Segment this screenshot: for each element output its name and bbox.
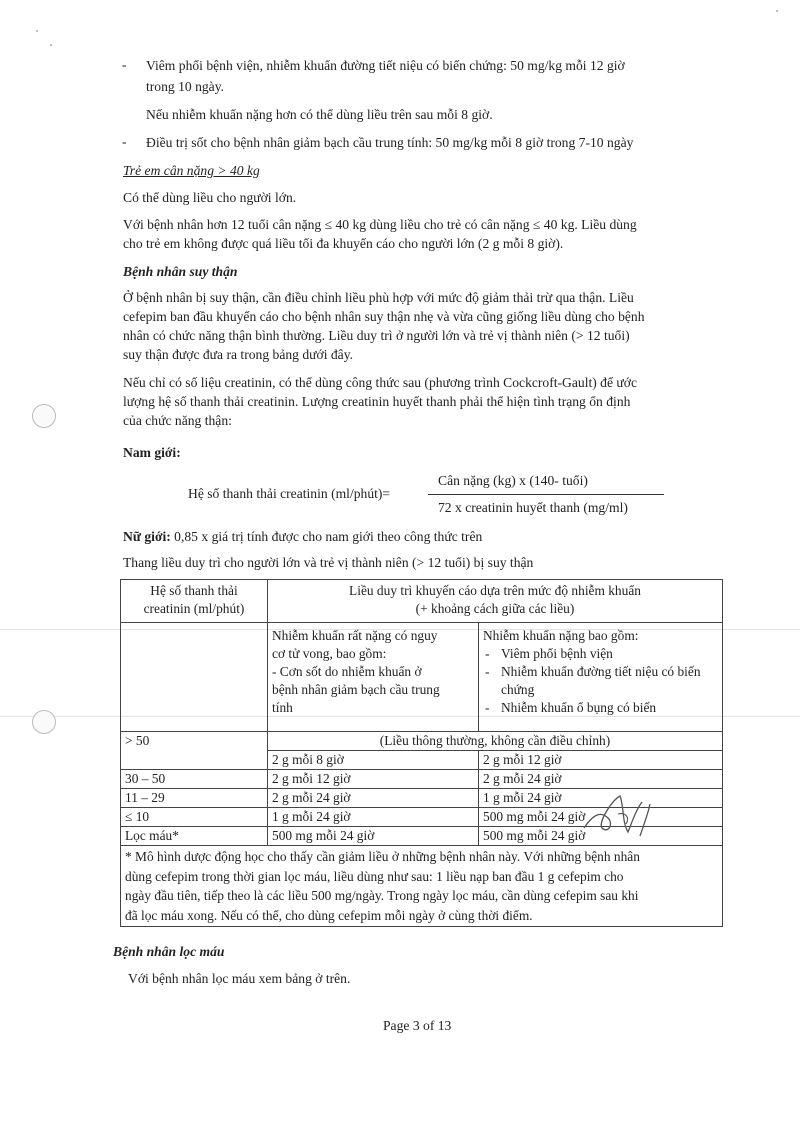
- paragraph: Với bệnh nhân hơn 12 tuổi cân nặng ≤ 40 kg dùng liều cho trẻ có cân nặng ≤ 40 kg. Liều dùng: [123, 217, 637, 232]
- bullet-text: trong 10 ngày.: [146, 79, 225, 94]
- female-text: 0,85 x giá trị tính được cho nam giới theo công thức trên: [170, 529, 483, 544]
- male-label: Nam giới:: [123, 445, 181, 460]
- paragraph: Ở bệnh nhân bị suy thận, cần điều chỉnh liều phù hợp với mức độ giảm thải trừ qua thận. Liều: [123, 290, 634, 305]
- dose-header-line: Liều duy trì khuyến cáo dựa trên mức độ nhiễm khuẩn: [349, 583, 641, 598]
- crcl-header: [121, 580, 268, 623]
- paragraph: cefepim ban đầu khuyến cáo cho bệnh nhân suy thận nhẹ và vừa cũng giống liều dùng cho bệnh: [123, 309, 645, 324]
- footnote-line: đã lọc máu xong. Nếu có thể, cho dùng cefepim mỗi ngày ở cùng thời điểm.: [125, 907, 533, 923]
- scan-speck: [50, 44, 52, 46]
- dose-very-severe: 500 mg mỗi 24 giờ: [268, 827, 479, 846]
- paragraph: lượng hệ số thanh thải creatinin. Lượng creatinin huyết thanh phải thể hiện tình trạng ổn định: [123, 394, 631, 409]
- paragraph: suy thận được đưa ra trong bảng dưới đây.: [123, 347, 354, 362]
- dose-very-severe: 2 g mỗi 24 giờ: [268, 789, 479, 808]
- crcl-cell: ≤ 10: [121, 808, 268, 827]
- sub-line: bệnh nhân giảm bạch cầu trung: [272, 682, 440, 697]
- severe-list-item: - Nhiễm khuẩn đường tiết niệu có biến chứng: [483, 663, 718, 699]
- bullet-dash: -: [122, 134, 127, 149]
- dose-header-line: (+ khoảng cách giữa các liều): [415, 601, 575, 616]
- table-header-row: [121, 580, 723, 623]
- dose-severe: 500 mg mỗi 24 giờ: [479, 808, 723, 827]
- bullet-text: Viêm phổi bệnh viện, nhiễm khuẩn đường tiết niệu có biến chứng: 50 mg/kg mỗi 12 giờ: [146, 58, 625, 73]
- crcl-cell: 30 – 50: [121, 770, 268, 789]
- table-row: [121, 732, 723, 751]
- sub-line: - Cơn sốt do nhiễm khuẩn ở: [272, 664, 422, 679]
- handwritten-signature: [578, 788, 658, 842]
- bullet-dash: -: [122, 57, 127, 72]
- note-text: Nếu nhiễm khuẩn nặng hơn có thể dùng liều trên sau mỗi 8 giờ.: [146, 107, 493, 122]
- severe-list-item: - Nhiễm khuẩn ổ bụng có biến: [483, 699, 718, 717]
- footnote-line: ngày đầu tiên, tiếp theo là các liều 500 mg/ngày. Trong ngày lọc máu, cần dùng cefepim sau khi: [125, 888, 639, 903]
- crcl-cell: 11 – 29: [121, 789, 268, 808]
- footnote-line: * Mô hình dược động học cho thấy cần giảm liều ở những bệnh nhân này. Với những bệnh nhân: [125, 849, 640, 864]
- bullet-text: Điều trị sốt cho bệnh nhân giảm bạch cầu trung tính: 50 mg/kg mỗi 8 giờ trong 7-10 ngày: [146, 135, 634, 150]
- scan-speck: [776, 10, 778, 12]
- section-heading: Bệnh nhân lọc máu: [113, 944, 225, 959]
- page-footer: Page 3 of 13: [383, 1018, 452, 1033]
- table-row: [121, 770, 723, 789]
- dose-very-severe: 1 g mỗi 24 giờ: [268, 808, 479, 827]
- fraction-bar: [428, 494, 664, 495]
- dose-severe: 2 g mỗi 24 giờ: [479, 770, 723, 789]
- section-heading: Bệnh nhân suy thận: [123, 264, 238, 279]
- dose-table: [120, 579, 723, 927]
- dose-very-severe: 2 g mỗi 12 giờ: [268, 770, 479, 789]
- crcl-header-line: creatinin (ml/phút): [143, 601, 245, 616]
- sub-title: Nhiễm khuẩn nặng bao gồm:: [483, 628, 639, 643]
- dose-span-header: [268, 580, 723, 623]
- paragraph: Nếu chỉ có số liệu creatinin, có thể dùng công thức sau (phương trình Cockcroft-Gault) để ước: [123, 375, 638, 390]
- section-heading: Trẻ em cân nặng > 40 kg: [123, 163, 260, 178]
- paragraph: Với bệnh nhân lọc máu xem bảng ở trên.: [128, 971, 351, 986]
- paragraph: cho trẻ em không được quá liều tối đa khuyến cáo cho người lớn (2 g mỗi 8 giờ).: [123, 236, 564, 251]
- sub-line: cơ tử vong, bao gồm:: [272, 646, 387, 661]
- punch-hole: [32, 710, 56, 734]
- paragraph: của chức năng thận:: [123, 413, 232, 428]
- female-label: Nữ giới:: [123, 529, 171, 544]
- empty-cell: [121, 623, 268, 732]
- sub-line: tính: [272, 700, 293, 715]
- footnote-line: dùng cefepim trong thời gian lọc máu, liều dùng như sau: 1 liều nạp ban đầu 1 g cefepim cho: [125, 868, 624, 884]
- dose-severe: 2 g mỗi 12 giờ: [479, 751, 723, 770]
- paragraph: nhân có chức năng thận bình thường. Liều duy trì ở người lớn và trẻ vị thành niên (> 12 tuổi): [123, 328, 630, 343]
- table-subheader-row: [121, 623, 723, 732]
- dose-severe: 500 mg mỗi 24 giờ: [479, 827, 723, 846]
- severe-header: [479, 623, 723, 732]
- paragraph: Có thể dùng liều cho người lớn.: [123, 190, 297, 205]
- table-caption: Thang liều duy trì cho người lớn và trẻ vị thành niên (> 12 tuổi) bị suy thận: [123, 555, 534, 570]
- crcl-cell: > 50: [121, 732, 268, 770]
- sub-line: Nhiễm khuẩn rất nặng có nguy: [272, 628, 438, 643]
- formula-numerator: Cân nặng (kg) x (140- tuổi): [438, 473, 588, 488]
- punch-hole: [32, 404, 56, 428]
- scan-speck: [36, 30, 38, 32]
- formula-denominator: 72 x creatinin huyết thanh (mg/ml): [438, 500, 628, 515]
- crcl-cell: Lọc máu*: [121, 827, 268, 846]
- table-footnote: [121, 846, 723, 927]
- crcl-header-line: Hệ số thanh thải: [150, 583, 238, 598]
- table-footnote-row: [121, 846, 723, 927]
- dose-very-severe: 2 g mỗi 8 giờ: [268, 751, 479, 770]
- female-line: [123, 527, 482, 546]
- dose-severe: 1 g mỗi 24 giờ: [479, 789, 723, 808]
- severe-list: [483, 645, 718, 717]
- formula-lhs: Hệ số thanh thải creatinin (ml/phút)=: [188, 486, 391, 501]
- severe-list-item: - Viêm phổi bệnh viện: [483, 645, 718, 663]
- very-severe-header: [268, 623, 479, 732]
- normal-dose-note: (Liều thông thường, không cần điều chỉnh): [268, 732, 723, 751]
